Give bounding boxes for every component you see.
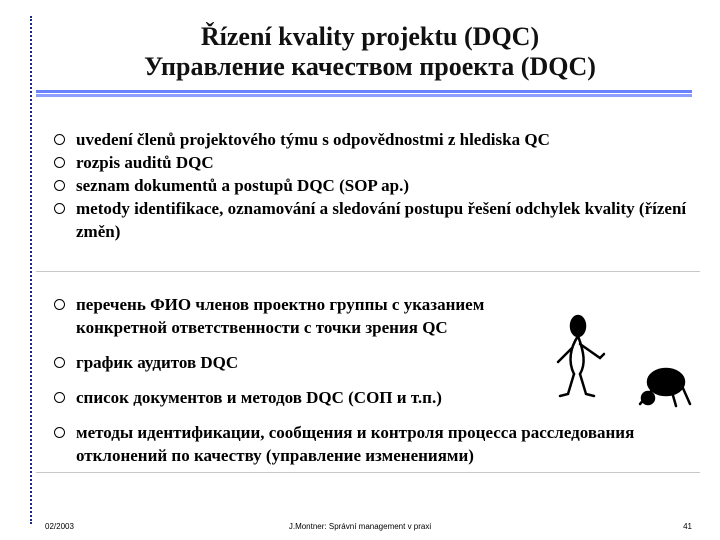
bullet-circle-icon [54,180,65,191]
title-line-russian: Управление качеством проекта (DQC) [144,52,596,81]
left-dotted-border [30,16,32,524]
bullet-circle-icon [54,157,65,168]
list-item: seznam dokumentů a postupů DQC (SOP ap.) [50,174,700,197]
title-underline [36,90,692,97]
list-item: rozpis auditů DQC [50,151,700,174]
bullet-circle-icon [54,203,65,214]
footer-page-number: 41 [683,522,692,531]
footer-date: 02/2003 [45,522,74,531]
bottom-divider [36,472,700,473]
pointing-figure-icon [558,316,604,396]
bullet-circle-icon [54,392,65,403]
list-item: методы идентификации, сообщения и контроля процесса расследования отклонений по качеству (управление изменениями) [50,421,700,467]
bowing-figure-icon [640,369,690,406]
footer-author: J.Montner: Správní management v praxi [288,522,432,531]
bullet-circle-icon [54,357,65,368]
bullet-circle-icon [54,427,65,438]
list-item: график аудитов DQC [50,351,700,374]
title-line-czech: Řízení kvality projektu (DQC) [200,22,540,51]
bullet-circle-icon [54,299,65,310]
list-item: список документов и методов DQC (СОП и т.п.) [50,386,700,409]
czech-bullet-list [50,128,700,243]
list-item: metody identifikace, oznamování a sledování postupu řešení odchylek kvality (řízení změn) [50,197,700,243]
cartoon-illustration [548,312,698,412]
list-item: uvedení členů projektového týmu s odpovědnostmi z hlediska QC [50,128,700,151]
slide-title [40,22,700,82]
bullet-circle-icon [54,134,65,145]
section-divider [36,271,700,272]
list-item: перечень ФИО членов проектно группы с указанием конкретной ответственности с точки зрения QC [50,293,700,339]
